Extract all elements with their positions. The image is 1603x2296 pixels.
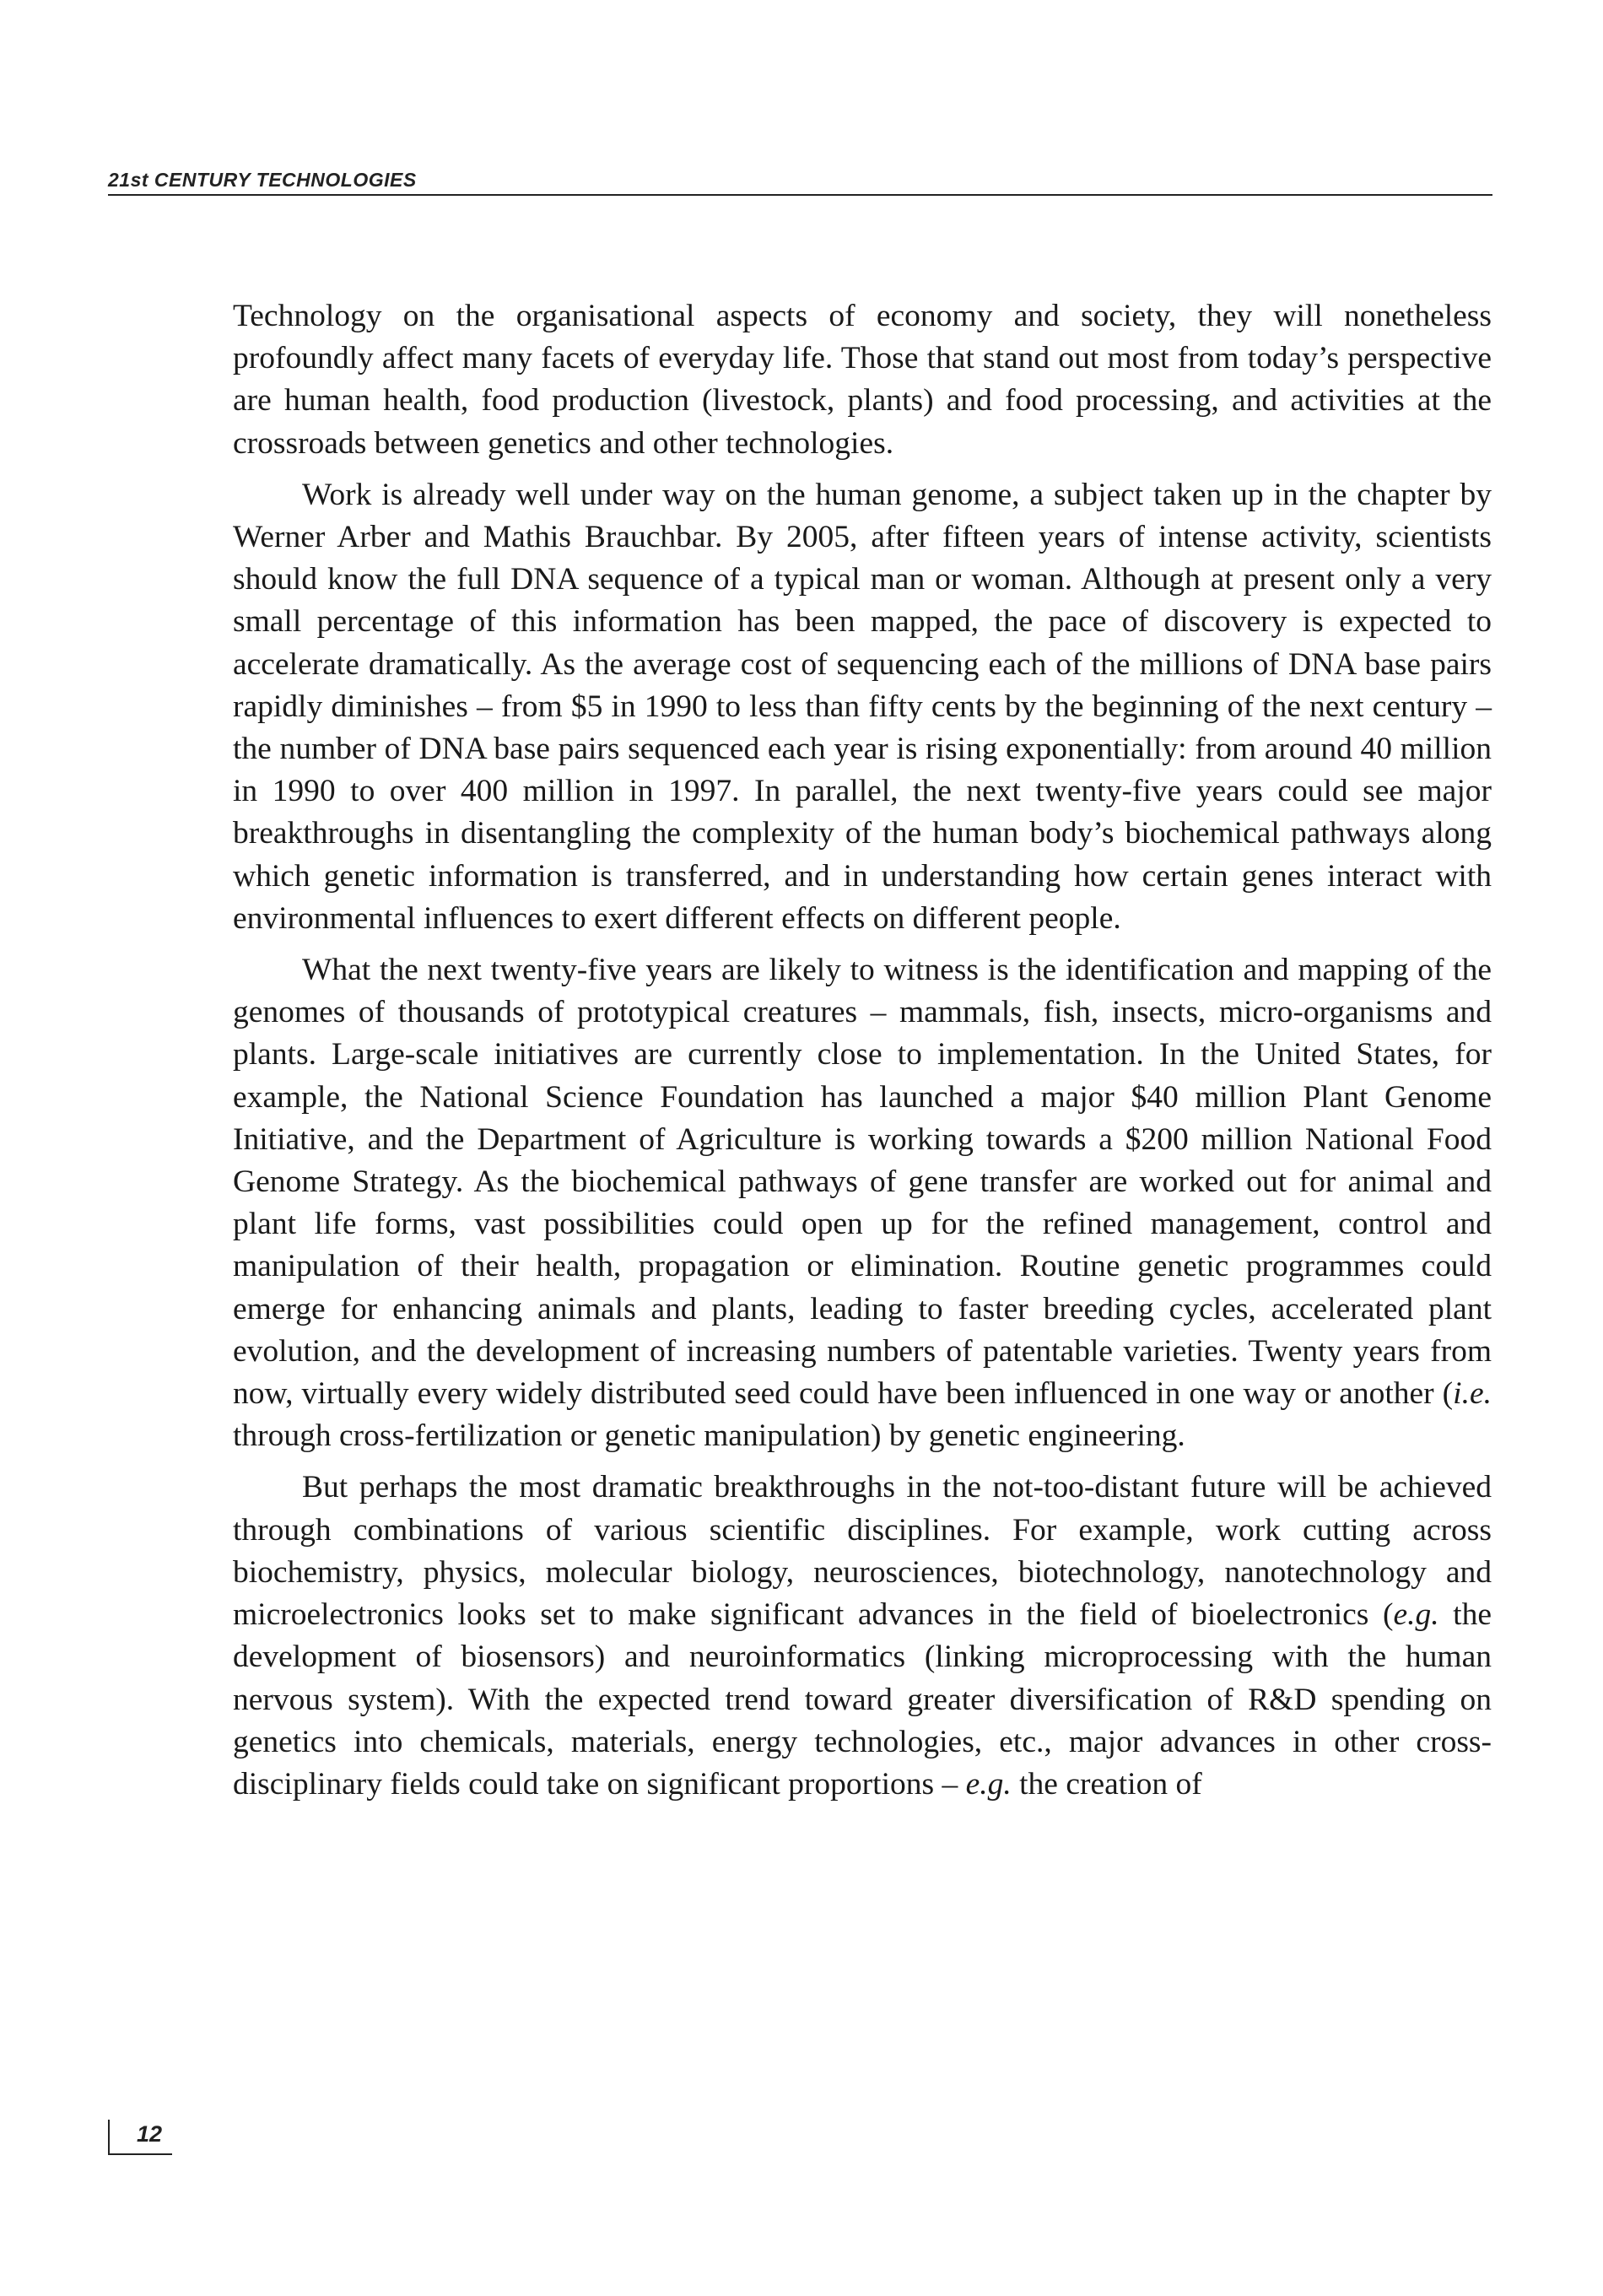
abbrev-ie: i.e. [1453,1376,1492,1412]
running-header [108,169,1492,196]
page-number-box [108,2120,172,2155]
paragraph-4-middle: the development of biosensors) and neuroinformatics (linking microprocessing with the human nervous system). With the expected trend toward greater diversification of R&D spending on genetics into chemicals, materials, energy technologies, etc., major advances in other cross-disciplinary fields could take on significant proportions – [233,1597,1492,1802]
paragraph-3-main: What the next twenty-five years are likely to witness is the identification and mapping of the genomes of thousands of prototypical creatures – mammals, fish, insects, micro-organisms and plants. Large-scale initiatives are currently close to implementation. In the United States, for example, the National Science Foundation has launched a major $40 million Plant Genome Initiative, and the Department of Agriculture is working towards a $200 million National Food Genome Strategy. As the biochemical pathways of gene transfer are worked out for animal and plant life forms, vast possibilities could open up for the refined management, control and manipulation of their health, propagation or elimination. Routine genetic programmes could emerge for enhancing animals and plants, leading to faster breeding cycles, accelerated plant evolution, and the development of increasing numbers of patentable varieties. Twenty years from now, virtually every widely distributed seed could have been influenced in one way or another [233,953,1492,1412]
abbrev-eg-1: e.g. [1393,1597,1439,1633]
running-title: 21st CENTURY TECHNOLOGIES [108,169,417,191]
paragraph-4-main: But perhaps the most dramatic breakthroughs in the not-too-distant future will be achieved through combinations of various scientific disciplines. For example, work cutting across biochemistry, physics, molecular biology, neurosciences, biotechnology, nanotechnology and microelectronics looks set to make significant advances in the field of bioelectronics [233,1470,1492,1633]
paragraph-4-end: the creation of [1011,1766,1202,1802]
paragraph-2: Work is already well under way on the human genome, a subject taken up in the chapter by Werner Arber and Mathis Brauchbar. By 2005, after fifteen years of intense activity, scientists should know the full DNA sequence of a typical man or woman. Although at present only a very small percentage of this information has been mapped, the pace of discovery is expected to accelerate dramatically. As the average cost of sequencing each of the millions of DNA base pairs rapidly diminishes – from $5 in 1990 to less than fifty cents by the beginning of the next century – the number of DNA base pairs sequenced each year is rising exponentially: from around 40 million in 1990 to over 400 million in 1997. In parallel, the next twenty-five years could see major breakthroughs in disentangling the complexity of the human body’s biochemical pathways along which genetic information is transferred, and in understanding how certain genes interact with environmental influences to exert different effects on different people. [233,477,1492,936]
paragraph-3: What the next twenty-five years are likely to witness is the identification and mapping of the genomes of thousands of prototypical creatures – mammals, fish, insects, micro-organisms and plants. Large-scale initiatives are currently close to implementation. In the United States, for example, the National Science Foundation has launched a major $40 million Plant Genome Initiative, and the Department of Agriculture is working towards a $200 million National Food Genome Strategy. As the biochemical pathways of gene transfer are worked out for animal and plant life forms, vast possibilities could open up for the refined management, control and manipulation of their health, propagation or elimination. Routine genetic programmes could emerge for enhancing animals and plants, leading to faster breeding cycles, accelerated plant evolution, and the development of increasing numbers of patentable varieties. Twenty years from now, virtually every widely distributed seed could have been influenced in one way or another (i.e. through cross-fertilization or genetic manipulation) by genetic engineering. [233,953,1492,1454]
page-number: 12 [136,2121,162,2147]
abbrev-eg-2: e.g. [965,1766,1012,1802]
body-text [233,295,1492,1815]
paragraph-3-tail: through cross-fertilization or genetic manipulation) by genetic engineering. [233,1418,1185,1454]
paragraph-1: Technology on the organisational aspects of economy and society, they will nonetheless profoundly affect many facets of everyday life. Those that stand out most from today’s perspective are human health, food production (livestock, plants) and food processing, and activities at the crossroads between genetics and other technologies. [233,299,1492,461]
paragraph-4: But perhaps the most dramatic breakthroughs in the not-too-distant future will be achieved through combinations of various scientific disciplines. For example, work cutting across biochemistry, physics, molecular biology, neurosciences, biotechnology, nanotechnology and microelectronics looks set to make significant advances in the field of bioelectronics (e.g. the development of biosensors) and neuroinformatics (linking microprocessing with the human nervous system). With the expected trend toward greater diversification of R&D spending on genetics into chemicals, materials, energy technologies, etc., major advances in other cross-disciplinary fields could take on significant proportions – e.g. the creation of [233,1470,1492,1802]
